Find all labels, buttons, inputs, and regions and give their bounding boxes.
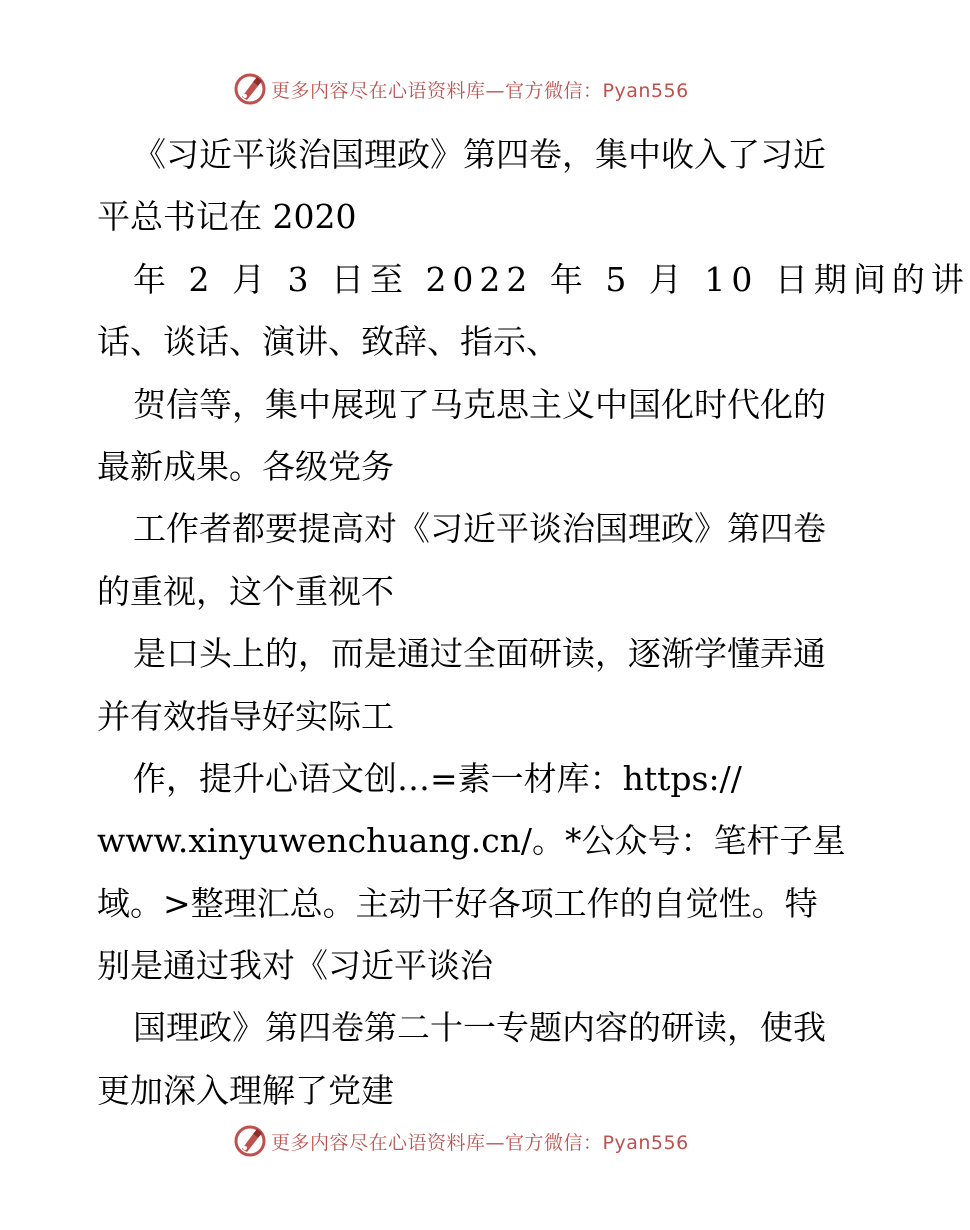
text-line: 最新成果。各级党务 [97, 446, 394, 486]
footer-contact-text: 官方微信：Pyan556 [505, 1131, 689, 1154]
text-line: 工作者都要提高对《习近平谈治国理政》第四卷 [133, 509, 826, 549]
text-line: 话、谈话、演讲、致辞、指示、 [97, 322, 559, 362]
header-banner [233, 72, 713, 106]
text-line: 别是通过我对《习近平谈治 [97, 946, 493, 986]
body-text [97, 124, 970, 1122]
header-site-text: 更多内容尽在心语资料库 [271, 79, 486, 102]
text-line: www.xinyuwenchuang.cn/。*公众号：笔杆子星 [97, 821, 846, 861]
footer-banner [233, 1124, 713, 1158]
text-line: 的重视，这个重视不 [97, 571, 394, 611]
header-separator: — [485, 79, 506, 102]
text-line: 是口头上的，而是通过全面研读，逐渐学懂弄通 [133, 634, 826, 674]
text-line: 域。>整理汇总。主动干好各项工作的自觉性。特 [97, 883, 818, 923]
text-line: 并有效指导好实际工 [97, 696, 394, 736]
footer-site-text: 更多内容尽在心语资料库 [271, 1131, 486, 1154]
header-text [271, 76, 689, 103]
text-line: 更加深入理解了党建 [97, 1070, 394, 1110]
text-line: 作，提升心语文创…=素一材库：https:// [133, 758, 742, 798]
text-line: 平总书记在 2020 [97, 197, 357, 237]
text-line: 《习近平谈治国理政》第四卷，集中收入了习近 [133, 135, 826, 174]
footer-text [271, 1128, 689, 1155]
pen-logo-icon [233, 1124, 267, 1158]
text-line: 国理政》第四卷第二十一专题内容的研读，使我 [133, 1008, 826, 1048]
pen-logo-icon [233, 72, 267, 106]
footer-separator: — [485, 1131, 506, 1154]
text-line: 年 2 月 3 日至 2022 年 5 月 10 日期间的讲 [133, 259, 970, 299]
header-contact-text: 官方微信：Pyan556 [505, 79, 689, 102]
text-line: 贺信等，集中展现了马克思主义中国化时代化的 [133, 384, 826, 424]
